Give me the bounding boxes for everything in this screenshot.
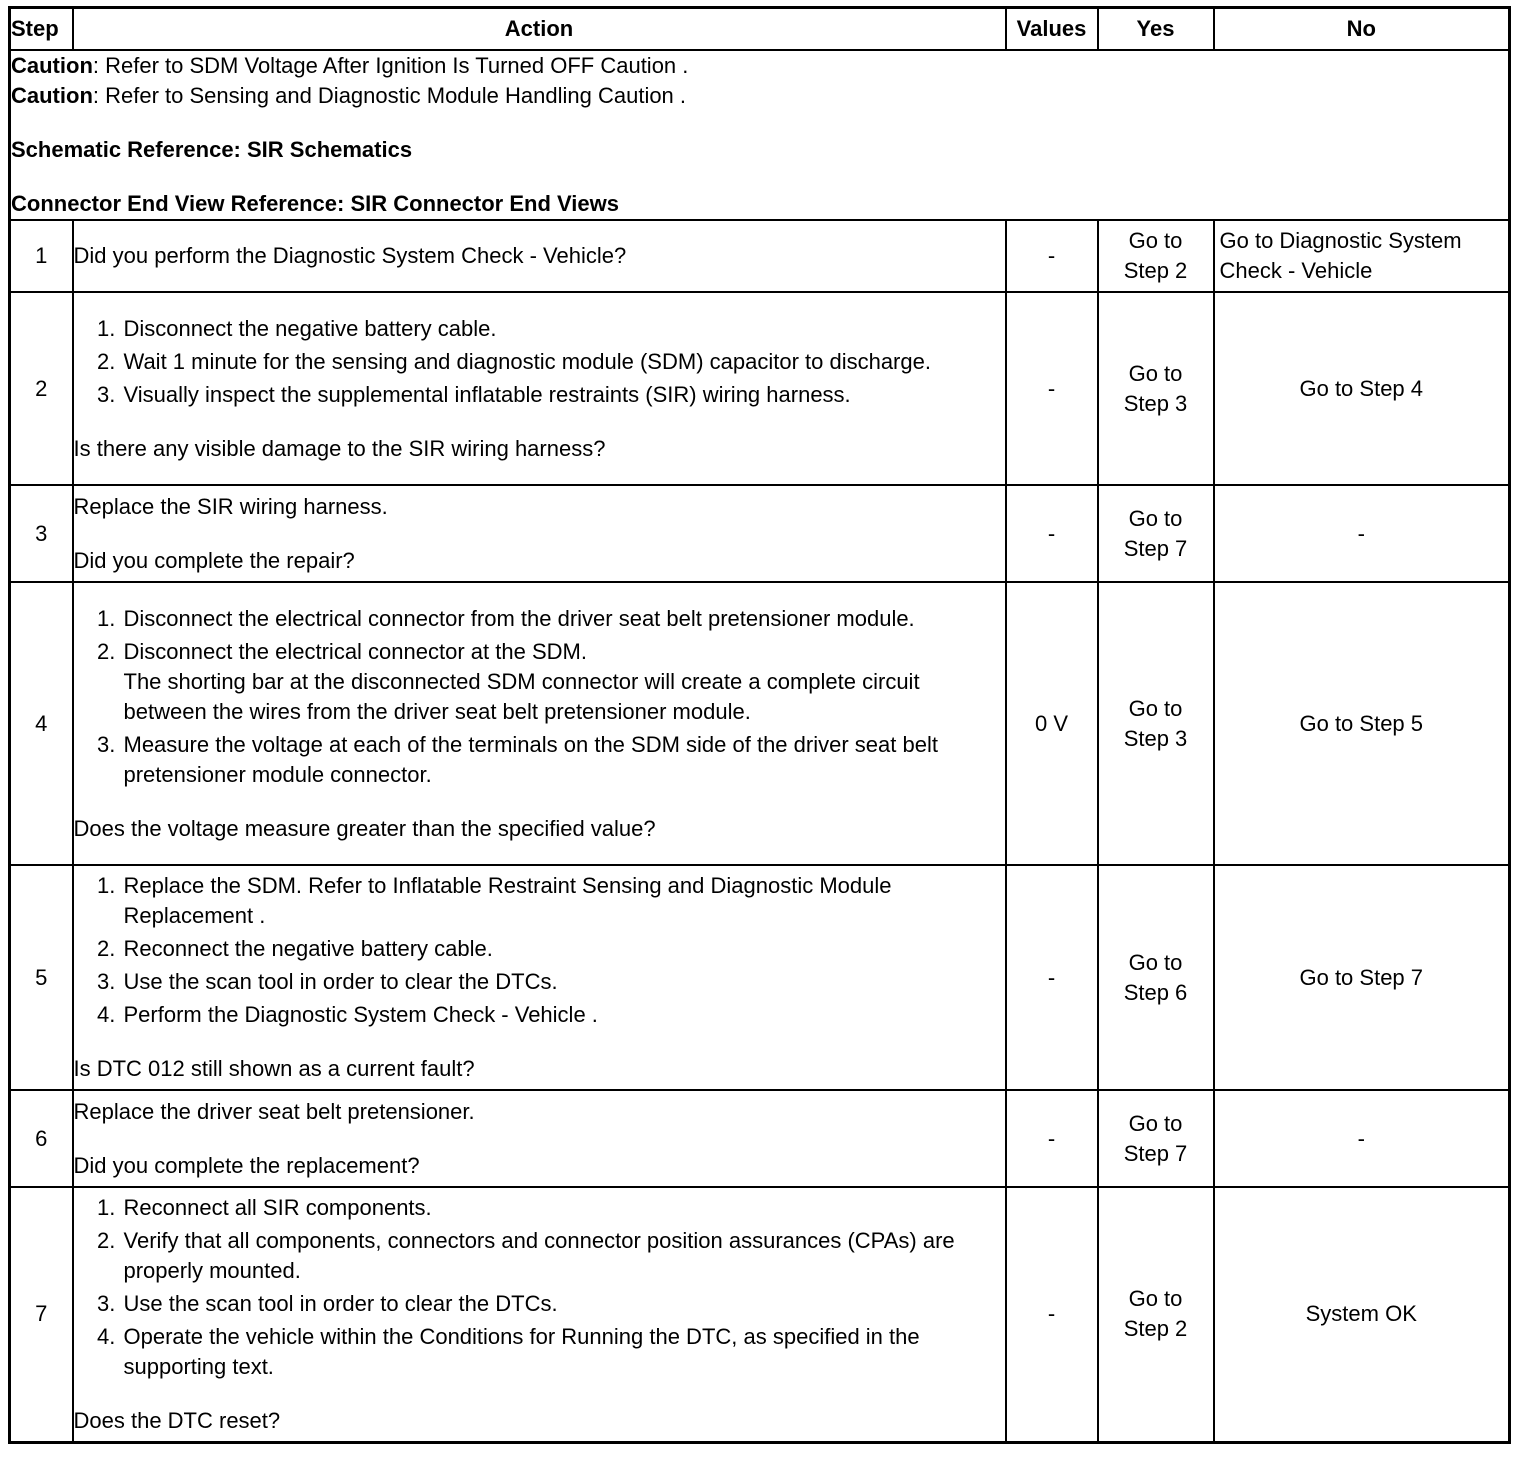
list-item: 2. Wait 1 minute for the sensing and diagnostic module (SDM) capacitor to discharge. xyxy=(122,347,1005,377)
action-cell xyxy=(73,582,1006,865)
list-item: 2. Verify that all components, connectors and connector position assurances (CPAs) are properly mounted. xyxy=(122,1226,1005,1286)
schematic-reference: Schematic Reference: SIR Schematics xyxy=(11,137,413,162)
list-item: 3. Measure the voltage at each of the terminals on the SDM side of the driver seat belt pretensioner module connector. xyxy=(122,730,1005,790)
action-cell xyxy=(73,485,1006,582)
caution-text: : Refer to Sensing and Diagnostic Module Handling Caution . xyxy=(92,83,687,108)
no-cell: Go to Diagnostic System Check - Vehicle xyxy=(1214,220,1510,292)
yes-cell: Go to Step 7 xyxy=(1098,485,1214,582)
action-text: Did you perform the Diagnostic System Check - Vehicle? xyxy=(73,243,627,268)
caution-text: : Refer to SDM Voltage After Ignition Is Turned OFF Caution . xyxy=(92,53,689,78)
action-cell xyxy=(73,1187,1006,1442)
header-action: Action xyxy=(73,8,1006,51)
yes-cell: Go to Step 2 xyxy=(1098,220,1214,292)
question-text: Is there any visible damage to the SIR wiring harness? xyxy=(73,435,606,461)
question-text: Did you complete the replacement? xyxy=(73,1152,420,1178)
diagnostic-page xyxy=(8,6,1508,1444)
table-row xyxy=(10,1187,1510,1442)
list-item: 4. Operate the vehicle within the Conditions for Running the DTC, as specified in the supporting text. xyxy=(122,1322,1005,1382)
diagnostic-table xyxy=(8,6,1511,1444)
table-header-row xyxy=(10,8,1510,51)
no-cell: - xyxy=(1214,485,1510,582)
step-number: 7 xyxy=(10,1187,73,1442)
no-cell: Go to Step 4 xyxy=(1214,292,1510,485)
header-values: Values xyxy=(1006,8,1098,51)
table-row xyxy=(10,582,1510,865)
step-number: 2 xyxy=(10,292,73,485)
header-no: No xyxy=(1214,8,1510,51)
action-cell xyxy=(73,1090,1006,1187)
no-cell: System OK xyxy=(1214,1187,1510,1442)
value-cell: - xyxy=(1006,220,1098,292)
action-list xyxy=(74,604,1005,790)
action-cell xyxy=(73,292,1006,485)
question-text: Does the voltage measure greater than the specified value? xyxy=(73,815,656,841)
step-number: 3 xyxy=(10,485,73,582)
no-cell: - xyxy=(1214,1090,1510,1187)
header-step: Step xyxy=(10,8,73,51)
action-list xyxy=(74,314,1005,410)
connector-end-view-reference: Connector End View Reference: SIR Connector End Views xyxy=(11,191,619,216)
list-item-note: The shorting bar at the disconnected SDM connector will create a complete circuit between the wires from the driver seat belt pretensioner module. xyxy=(123,668,920,724)
yes-cell: Go to Step 7 xyxy=(1098,1090,1214,1187)
header-yes: Yes xyxy=(1098,8,1214,51)
step-number: 6 xyxy=(10,1090,73,1187)
list-item: 1. Reconnect all SIR components. xyxy=(122,1193,1005,1223)
caution-line xyxy=(11,51,1508,81)
yes-cell: Go to Step 3 xyxy=(1098,292,1214,485)
table-row xyxy=(10,865,1510,1090)
value-cell: - xyxy=(1006,1090,1098,1187)
yes-cell: Go to Step 3 xyxy=(1098,582,1214,865)
table-row xyxy=(10,292,1510,485)
action-list xyxy=(74,871,1005,1030)
yes-cell: Go to Step 6 xyxy=(1098,865,1214,1090)
action-list xyxy=(74,1193,1005,1382)
list-item: 4. Perform the Diagnostic System Check - Vehicle . xyxy=(122,1000,1005,1030)
list-item: 1. Disconnect the electrical connector from the driver seat belt pretensioner module. xyxy=(122,604,1005,634)
caution-label: Caution xyxy=(11,83,93,108)
value-cell: - xyxy=(1006,1187,1098,1442)
list-item: 3. Visually inspect the supplemental inflatable restraints (SIR) wiring harness. xyxy=(122,380,1005,410)
action-text: Replace the SIR wiring harness. xyxy=(73,493,388,519)
table-row xyxy=(10,485,1510,582)
intro-row xyxy=(10,50,1510,220)
list-item: 3. Use the scan tool in order to clear the DTCs. xyxy=(122,1289,1005,1319)
table-row xyxy=(10,1090,1510,1187)
table-row xyxy=(10,220,1510,292)
no-cell: Go to Step 7 xyxy=(1214,865,1510,1090)
action-text: Replace the driver seat belt pretensioner. xyxy=(73,1098,475,1124)
list-item: 1. Replace the SDM. Refer to Inflatable Restraint Sensing and Diagnostic Module Replacement . xyxy=(122,871,1005,931)
list-item: 2. Disconnect the electrical connector at the SDM. The shorting bar at the disconnected SDM connector will create a complete circuit between the wires from the driver seat belt pretensioner module. xyxy=(122,637,1005,727)
list-item: 3. Use the scan tool in order to clear the DTCs. xyxy=(122,967,1005,997)
action-cell xyxy=(73,220,1006,292)
list-item: 1. Disconnect the negative battery cable. xyxy=(122,314,1005,344)
value-cell: - xyxy=(1006,292,1098,485)
no-cell: Go to Step 5 xyxy=(1214,582,1510,865)
yes-cell: Go to Step 2 xyxy=(1098,1187,1214,1442)
question-text: Is DTC 012 still shown as a current fault? xyxy=(73,1056,475,1081)
intro-cell xyxy=(10,50,1510,220)
step-number: 5 xyxy=(10,865,73,1090)
step-number: 1 xyxy=(10,220,73,292)
value-cell: - xyxy=(1006,865,1098,1090)
action-cell xyxy=(73,865,1006,1090)
caution-line xyxy=(11,81,1508,111)
list-item: 2. Reconnect the negative battery cable. xyxy=(122,934,1005,964)
caution-label: Caution xyxy=(11,53,93,78)
value-cell: 0 V xyxy=(1006,582,1098,865)
value-cell: - xyxy=(1006,485,1098,582)
question-text: Did you complete the repair? xyxy=(73,547,355,573)
step-number: 4 xyxy=(10,582,73,865)
question-text: Does the DTC reset? xyxy=(73,1407,281,1433)
